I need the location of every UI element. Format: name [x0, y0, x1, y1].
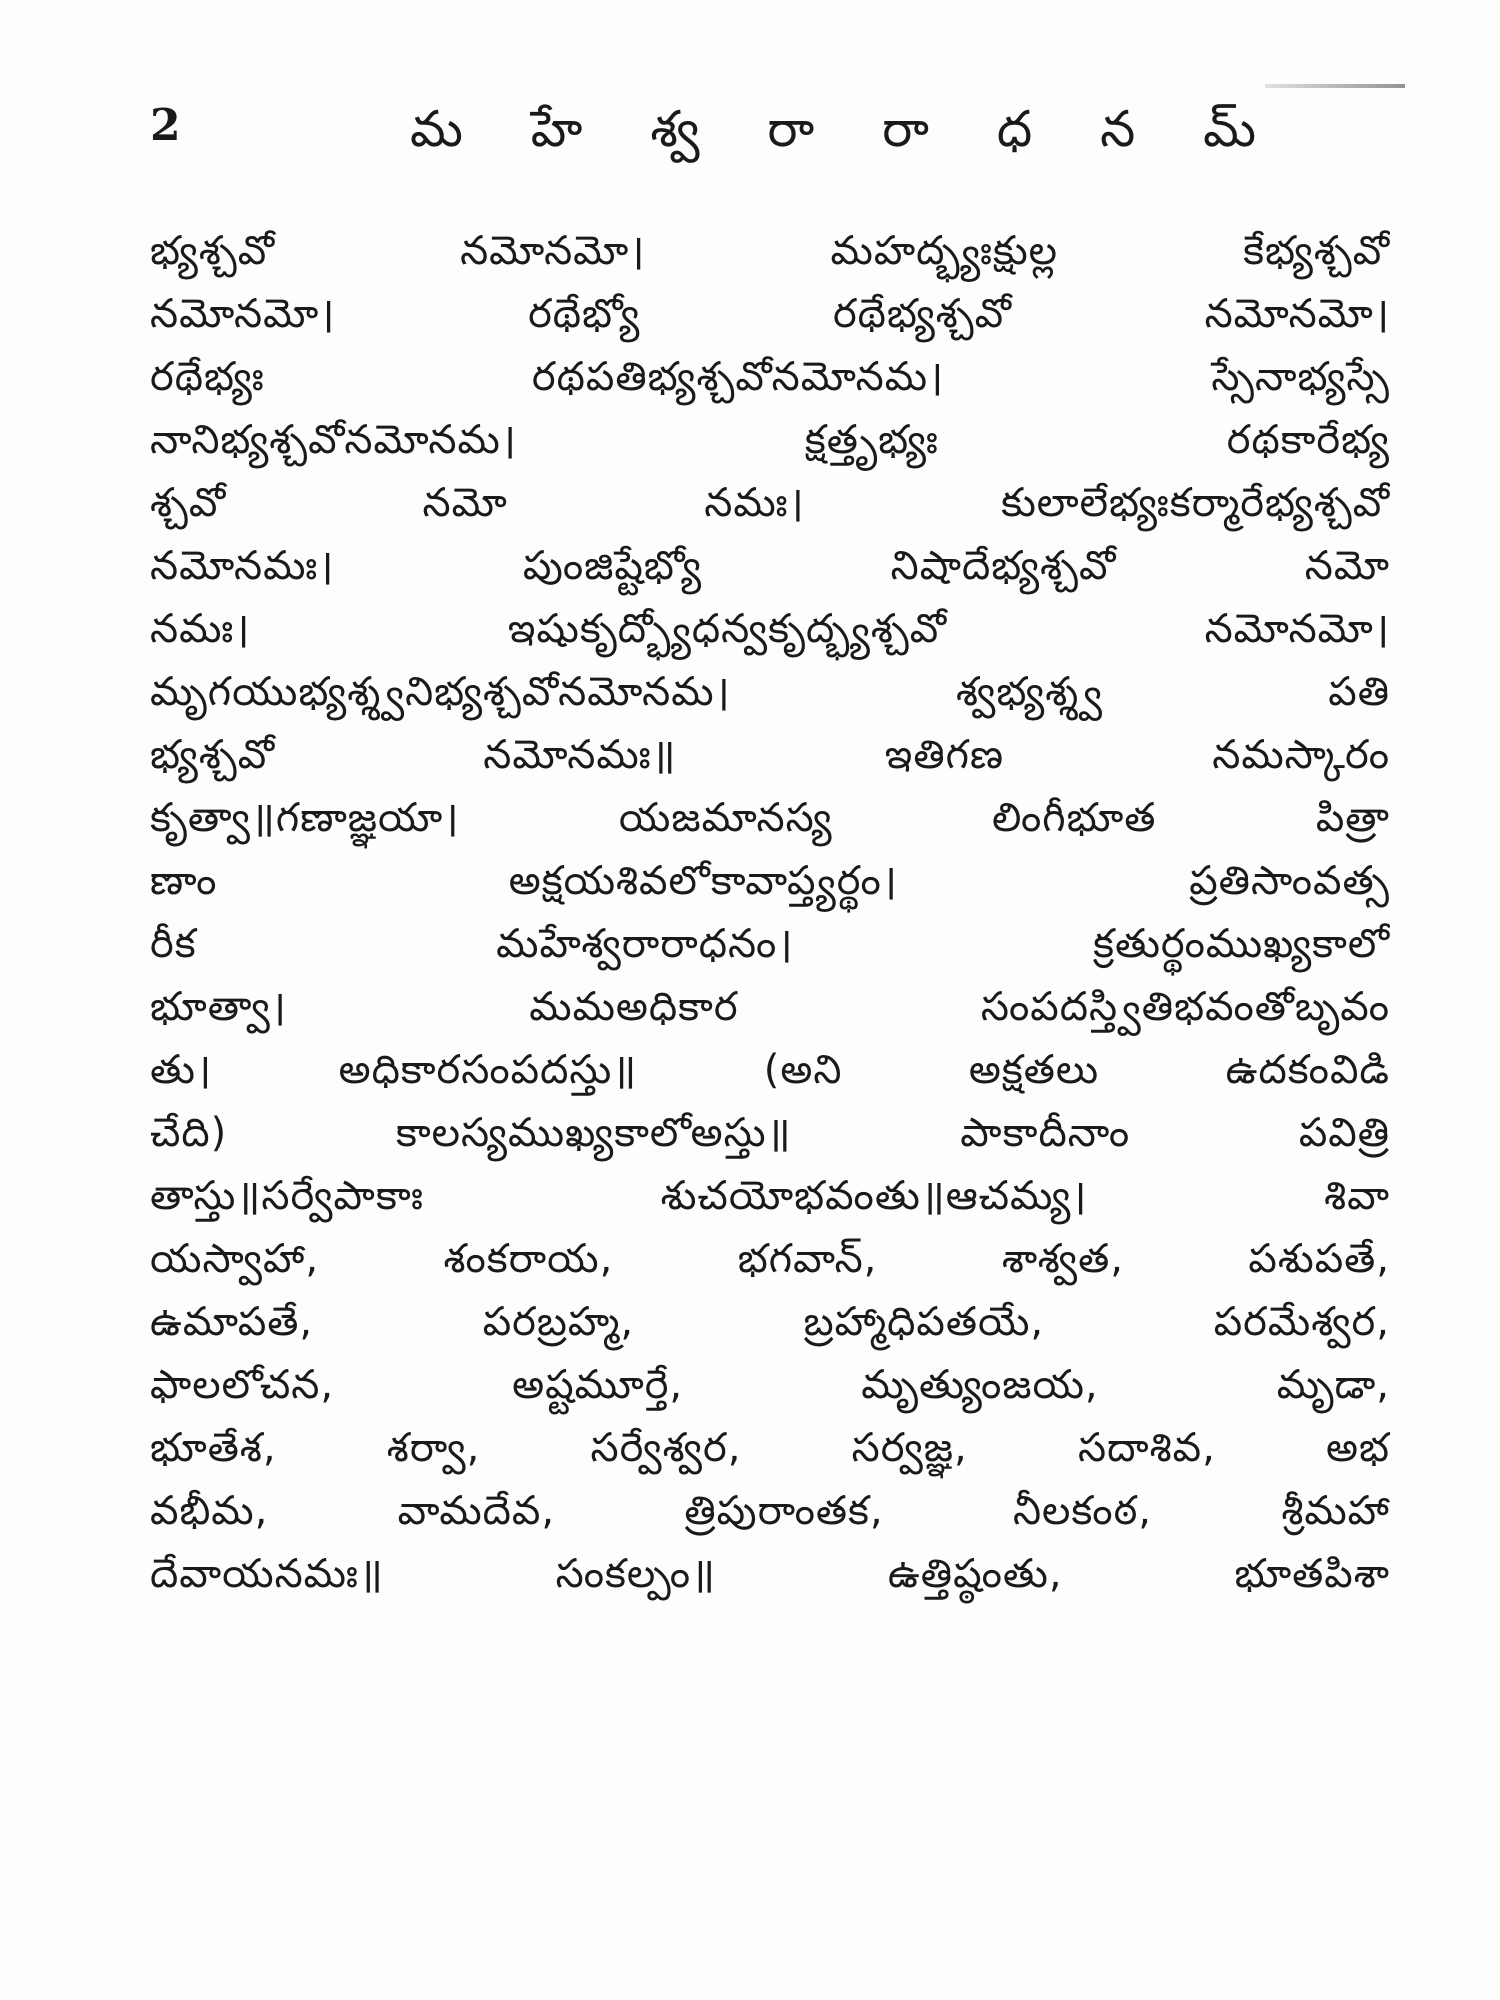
text-line: తాస్తు॥సర్వేపాకాః శుచయోభవంతు॥ఆచమ్య। శివా — [150, 1173, 1390, 1219]
text-line: చేది) కాలస్యముఖ్యకాలోఅస్తు॥ పాకాదీనాం పవిత్రి — [150, 1110, 1390, 1156]
page-header — [150, 100, 1390, 180]
body-text — [150, 220, 1390, 1606]
text-line: భ్యశ్చవో నమోనమః॥ ఇతిగణ నమస్కారం — [150, 732, 1390, 778]
text-line: తు। అధికారసంపదస్తు॥ (అని అక్షతలు ఉదకంవిడి — [150, 1047, 1390, 1093]
text-line: భూత్వా। మమఅధికార సంపదస్త్వితిభవంతోబృవం — [150, 984, 1390, 1030]
text-line: మృగయుభ్యశ్శ్వనిభ్యశ్చవోనమోనమ। శ్వభ్యశ్శ్వ పతి — [150, 669, 1390, 715]
text-line: నమః। ఇషుకృద్భ్యోధన్వకృద్భ్యశ్చవో నమోనమో। — [150, 606, 1390, 652]
text-line: ఉమాపతే, పరబ్రహ్మ, బ్రహ్మాధిపతయే, పరమేశ్వర, — [150, 1299, 1390, 1345]
text-line: కృత్వా॥గణాజ్ఞయా। యజమానస్య లింగీభూత పిత్రా — [150, 795, 1390, 841]
text-line: శ్చవో నమో నమః। కులాలేభ్యఃకర్మారేభ్యశ్చవో — [150, 480, 1390, 526]
text-line: భూతేశ, శర్వా, సర్వేశ్వర, సర్వజ్ఞ, సదాశివ, అభ — [150, 1425, 1390, 1471]
text-line: ఫాలలోచన, అష్టమూర్తే, మృత్యుంజయ, మృడా, — [150, 1362, 1390, 1408]
text-line: ణాం అక్షయశివలోకావాప్త్యర్థం। ప్రతిసాంవత్స — [150, 858, 1390, 904]
running-title: మ హే శ్వ రా రా ధ న మ్ — [410, 100, 1283, 158]
page-number: 2 — [150, 100, 181, 151]
text-line: నమోనమః। పుంజిష్టేభ్యో నిషాదేభ్యశ్చవో నమో — [150, 543, 1390, 589]
text-line: భ్యశ్చవో నమోనమో। మహద్భ్యఃక్షుల్ల కేభ్యశ్చవో — [150, 228, 1390, 274]
top-edge-rule — [1265, 84, 1405, 88]
text-line: రథేభ్యః రథపతిభ్యశ్చవోనమోనమ। స్సేనాభ్యస్సే — [150, 354, 1390, 400]
text-line: వభీమ, వామదేవ, త్రిపురాంతక, నీలకంఠ, శ్రీమహా — [150, 1488, 1390, 1534]
text-line: యస్వాహా, శంకరాయ, భగవాన్, శాశ్వత, పశుపతే, — [150, 1236, 1390, 1282]
text-line: దేవాయనమః॥ సంకల్పం॥ ఉత్తిష్ఠంతు, భూతపిశా — [150, 1551, 1390, 1597]
text-line: నమోనమో। రథేభ్యో రథేభ్యశ్చవో నమోనమో। — [150, 291, 1390, 337]
text-line: నానిభ్యశ్చవోనమోనమ। క్షత్తృభ్యః రథకారేభ్య — [150, 417, 1390, 463]
text-line: రీక మహేశ్వరారాధనం। క్రతుర్థంముఖ్యకాలో — [150, 921, 1390, 967]
